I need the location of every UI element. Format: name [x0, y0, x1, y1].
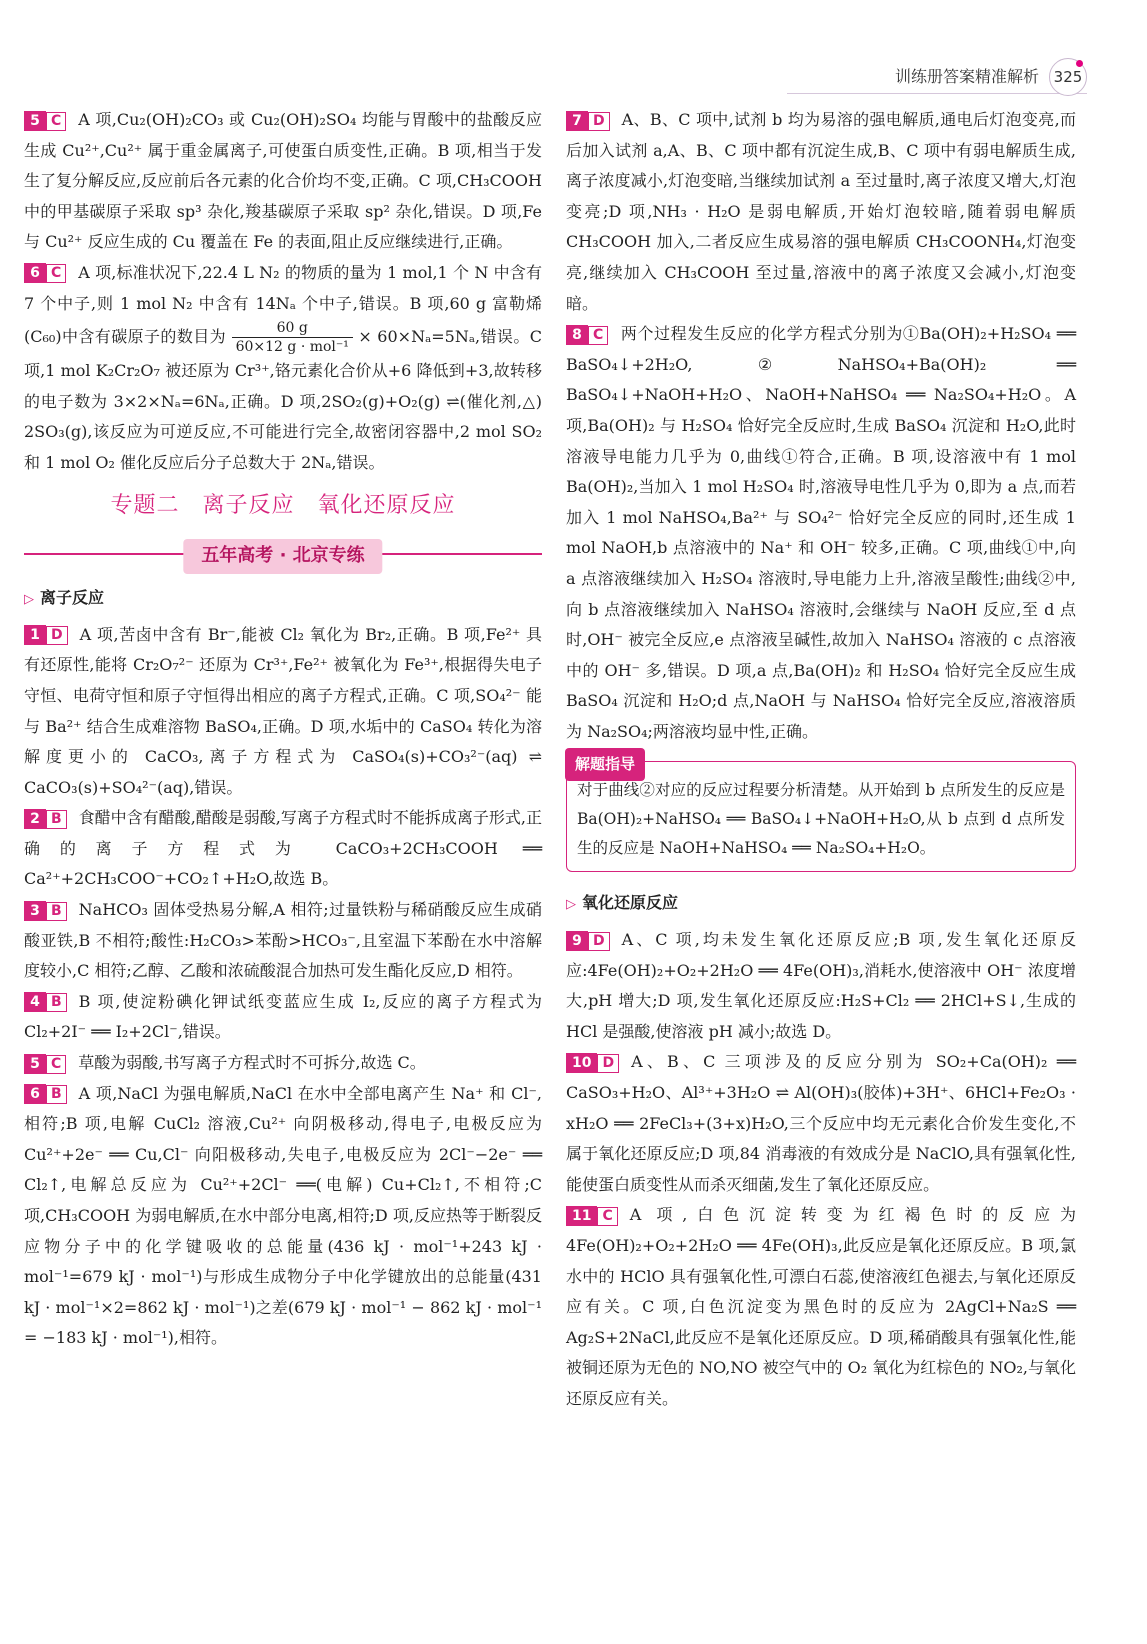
- answer-item: [24, 987, 542, 1048]
- banner-label: 五年高考 · 北京专练: [183, 539, 382, 574]
- answer-text: A 项,NaCl 为强电解质,NaCl 在水中全部电离产生 Na⁺ 和 Cl⁻,相符;B 项,电解 CuCl₂ 溶液,Cu²⁺ 向阴极移动,得电子,电极反应为 Cu²⁺+2e⁻ ══ Cu,Cl⁻ 向阳极移动,失电子,电极反应为 2Cl⁻−2e⁻ ══ Cl₂↑,电解总反应为 Cu²⁺+2Cl⁻ ══(电解) Cu+Cl₂↑,不相符;C 项,CH₃COOH 为弱电解质,在水中部分电离,相符;D 项,反应热等于断裂反应物分子中的化学键吸收的总能量(436 kJ · mol⁻¹+243 kJ · mol⁻¹=679 kJ · mol⁻¹)与形成生成物分子中化学键放出的总能量(431 kJ · mol⁻¹×2=862 kJ · mol⁻¹)之差(679 kJ · mol⁻¹ − 862 kJ · mol⁻¹ = −183 kJ · mol⁻¹),相符。: [24, 1083, 542, 1348]
- answer-badge: 5 C: [24, 1054, 66, 1074]
- answer-badge: 9 D: [566, 931, 610, 951]
- answer-badge: 6 B: [24, 1084, 67, 1104]
- answer-badge: 4 B: [24, 992, 67, 1012]
- answer-item: [566, 1200, 1076, 1414]
- header-dot-icon: [1076, 60, 1083, 67]
- answer-text: 草酸为弱酸,书写离子方程式时不可拆分,故选 C。: [78, 1053, 426, 1073]
- answer-text: A、B、C 项中,试剂 b 均为易溶的强电解质,通电后灯泡变亮,而后加入试剂 a,A、B、C 项中都有沉淀生成,B、C 项中有弱电解质生成,离子浓度减小,灯泡变暗,当继续加试剂 a 至过量时,离子浓度又增大,灯泡变亮;D 项,NH₃ · H₂O 是弱电解质,开始灯泡较暗,随着弱电解质 CH₃COOH 加入,二者反应生成易溶的强电解质 CH₃COONH₄,灯泡变亮,继续加入 CH₃COOH 至过量,溶液中的离子浓度又会减小,灯泡变暗。: [566, 110, 1076, 313]
- answer-text: NaHCO₃ 固体受热易分解,A 相符;过量铁粉与稀硝酸反应生成硝酸亚铁,B 不相符;酸性:H₂CO₃>苯酚>HCO₃⁻,且室温下苯酚在水中溶解度较小,C 相符;乙醇、乙酸和浓硫酸混合加热可发生酯化反应,D 相符。: [24, 900, 542, 981]
- answer-badge: 3 B: [24, 901, 67, 921]
- answer-text: A 项,标准状况下,22.4 L N₂ 的物质的量为 1 mol,1 个 N 中含有 7 个中子,则 1 mol N₂ 中含有 14Nₐ 个中子,错误。B 项,60 g 富勒烯(C₆₀)中含有碳原子的数目为: [24, 262, 542, 347]
- answer-item: [24, 105, 542, 258]
- answer-badge: 10 D: [566, 1053, 619, 1073]
- answer-badge: 2 B: [24, 809, 67, 829]
- answer-text: A、C 项,均未发生氧化还原反应;B 项,发生氧化还原反应:4Fe(OH)₂+O₂+2H₂O ══ 4Fe(OH)₃,消耗水,使溶液中 OH⁻ 浓度增大,pH 增大;D 项,发生氧化还原反应:H₂S+Cl₂ ══ 2HCl+S↓,生成的 HCl 是强酸,使溶液 pH 减小;故选 D。: [566, 930, 1076, 1041]
- answer-item: [24, 1048, 542, 1079]
- page-number: 325: [1049, 58, 1087, 96]
- answer-item: [24, 1079, 542, 1354]
- answer-badge: 6 C: [24, 263, 66, 283]
- answer-badge: 11 C: [566, 1206, 618, 1226]
- tip-text: 对于曲线②对应的反应过程要分析清楚。从开始到 b 点所发生的反应是Ba(OH)₂+NaHSO₄ ══ BaSO₄↓+NaOH+H₂O,从 b 点到 d 点所发生的反应是 NaOH+NaHSO₄ ══ Na₂SO₄+H₂O。: [577, 781, 1065, 858]
- answer-badge: 8 C: [566, 325, 608, 345]
- answer-text: B 项,使淀粉碘化钾试纸变蓝应生成 I₂,反应的离子方程式为Cl₂+2I⁻ ══ I₂+2Cl⁻,错误。: [24, 991, 542, 1042]
- banner: [24, 537, 542, 571]
- answer-text: A 项,苦卤中含有 Br⁻,能被 Cl₂ 氧化为 Br₂,正确。B 项,Fe²⁺ 具有还原性,能将 Cr₂O₇²⁻ 还原为 Cr³⁺,Fe²⁺ 被氧化为 Fe³⁺,根据得失电子守恒、电荷守恒和原子守恒得出相应的离子方程式,正确。C 项,SO₄²⁻ 能与 Ba²⁺ 结合生成难溶物 BaSO₄,正确。D 项,水垢中的 CaSO₄ 转化为溶解度更小的 CaCO₃,离子方程式为 CaSO₄(s)+CO₃²⁻(aq) ⇌ CaCO₃(s)+SO₄²⁻(aq),错误。: [24, 624, 542, 797]
- subsection-title: ▷ 离子反应: [24, 588, 105, 608]
- answer-text: 两个过程发生反应的化学方程式分别为①Ba(OH)₂+H₂SO₄ ══ BaSO₄↓+2H₂O,②NaHSO₄+Ba(OH)₂ ══ BaSO₄↓+NaOH+H₂O、NaOH+NaHSO₄ ══ Na₂SO₄+H₂O。A 项,Ba(OH)₂ 与 H₂SO₄ 恰好完全反应时,生成 BaSO₄ 沉淀和 H₂O,此时溶液导电能力几乎为 0,曲线①符合,正确。B 项,设溶液中有 1 mol Ba(OH)₂,当加入 1 mol H₂SO₄ 时,溶液导电性几乎为 0,即为 a 点,而若加入 1 mol NaHSO₄,Ba²⁺ 与 SO₄²⁻ 恰好完全反应的同时,还生成 1 mol NaOH,b 点溶液中的 Na⁺ 和 OH⁻ 较多,正确。C 项,曲线①中,向 a 点溶液继续加入 H₂SO₄ 溶液时,导电能力上升,溶液呈酸性;曲线②中,向 b 点溶液继续加入 NaHSO₄ 溶液时,会继续与 NaOH 反应,至 d 点时,OH⁻ 被完全反应,e 点溶液呈碱性,故加入 NaHSO₄ 溶液的 c 点溶液中的 OH⁻ 多,错误。D 项,a 点,Ba(OH)₂ 和 H₂SO₄ 恰好完全反应生成 BaSO₄ 沉淀和 H₂O;d 点,NaOH 与 NaHSO₄ 恰好完全反应,溶液溶质为 Na₂SO₄;两溶液均显中性,正确。: [566, 324, 1076, 741]
- answer-item: [24, 258, 542, 479]
- answer-text: A、B、C 三项涉及的反应分别为 SO₂+Ca(OH)₂ ══ CaSO₃+H₂O、Al³⁺+3H₂O ⇌ Al(OH)₃(胶体)+3H⁺、6HCl+Fe₂O₃ · xH₂O ══ 2FeCl₃+(3+x)H₂O,三个反应中均无元素化合价发生变化,不属于氧化还原反应;D 项,84 消毒液的有效成分是 NaClO,具有强氧化性,能使蛋白质变性从而杀灭细菌,发生了氧化还原反应。: [566, 1052, 1076, 1194]
- answer-item: [566, 105, 1076, 319]
- answer-item: [24, 895, 542, 987]
- answer-badge: 7 D: [566, 111, 610, 131]
- answer-item: [24, 620, 542, 804]
- answer-text: × 60×Nₐ=5Nₐ,错误。C 项,1 mol K₂Cr₂O₇ 被还原为 Cr³⁺,铬元素化合价从+6 降低到+3,故转移的电子数为 3×2×Nₐ=6Nₐ,正确。D 项,2SO₂(g)+O₂(g) ⇌(催化剂,△) 2SO₃(g),该反应为可逆反应,不可能进行完全,故密闭容器中,2 mol SO₂ 和 1 mol O₂ 催化反应后分子总数大于 2Nₐ,错误。: [24, 327, 542, 472]
- answer-item: [24, 803, 542, 895]
- subsection-title: ▷ 氧化还原反应: [566, 893, 679, 913]
- answer-text: A 项,白色沉淀转变为红褐色时的反应为 4Fe(OH)₂+O₂+2H₂O ══ 4Fe(OH)₃,此反应是氧化还原反应。B 项,氯水中的 HClO 具有强氧化性,可漂白石蕊,使溶液红色褪去,与氧化还原反应有关。C 项,白色沉淀变为黑色时的反应为 2AgCl+Na₂S ══ Ag₂S+2NaCl,此反应不是氧化还原反应。D 项,稀硝酸具有强氧化性,能被铜还原为无色的 NO,NO 被空气中的 O₂ 氧化为红棕色的 NO₂,与氧化还原反应有关。: [566, 1205, 1076, 1408]
- right-column: [566, 105, 1076, 1415]
- header-rule: [787, 93, 1087, 94]
- answer-text: 食醋中含有醋酸,醋酸是弱酸,写离子方程式时不能拆成离子形式,正确的离子方程式为 CaCO₃+2CH₃COOH ══ Ca²⁺+2CH₃COO⁻+CO₂↑+H₂O,故选 B。: [24, 808, 542, 889]
- page-header: [747, 40, 1147, 86]
- tip-label: 解题指导: [565, 748, 645, 781]
- answer-text: A 项,Cu₂(OH)₂CO₃ 或 Cu₂(OH)₂SO₄ 均能与胃酸中的盐酸反应生成 Cu²⁺,Cu²⁺ 属于重金属离子,可使蛋白质变性,正确。B 项,相当于发生了复分解反应,反应前后各元素的化合价均不变,正确。C 项,CH₃COOH 中的甲基碳原子采取 sp³ 杂化,羧基碳原子采取 sp² 杂化,错误。D 项,Fe 与 Cu²⁺ 反应生成的 Cu 覆盖在 Fe 的表面,阻止反应继续进行,正确。: [24, 110, 542, 252]
- header-title: 训练册答案精准解析: [894, 67, 1039, 86]
- fraction: $\frac{60 g}{\text{60×12 g · mol⁻¹}}$: [232, 319, 353, 356]
- answer-badge: 1 D: [24, 625, 68, 645]
- section-title: 专题二 离子反应 氧化还原反应: [110, 492, 456, 518]
- answer-item: [566, 925, 1076, 1047]
- triangle-icon: ▷: [566, 897, 576, 913]
- left-column: [24, 105, 542, 1354]
- triangle-icon: ▷: [24, 592, 34, 608]
- answer-item: [566, 1047, 1076, 1200]
- answer-badge: 5 C: [24, 111, 66, 131]
- tip-box: [566, 755, 1076, 872]
- answer-item: [566, 319, 1076, 747]
